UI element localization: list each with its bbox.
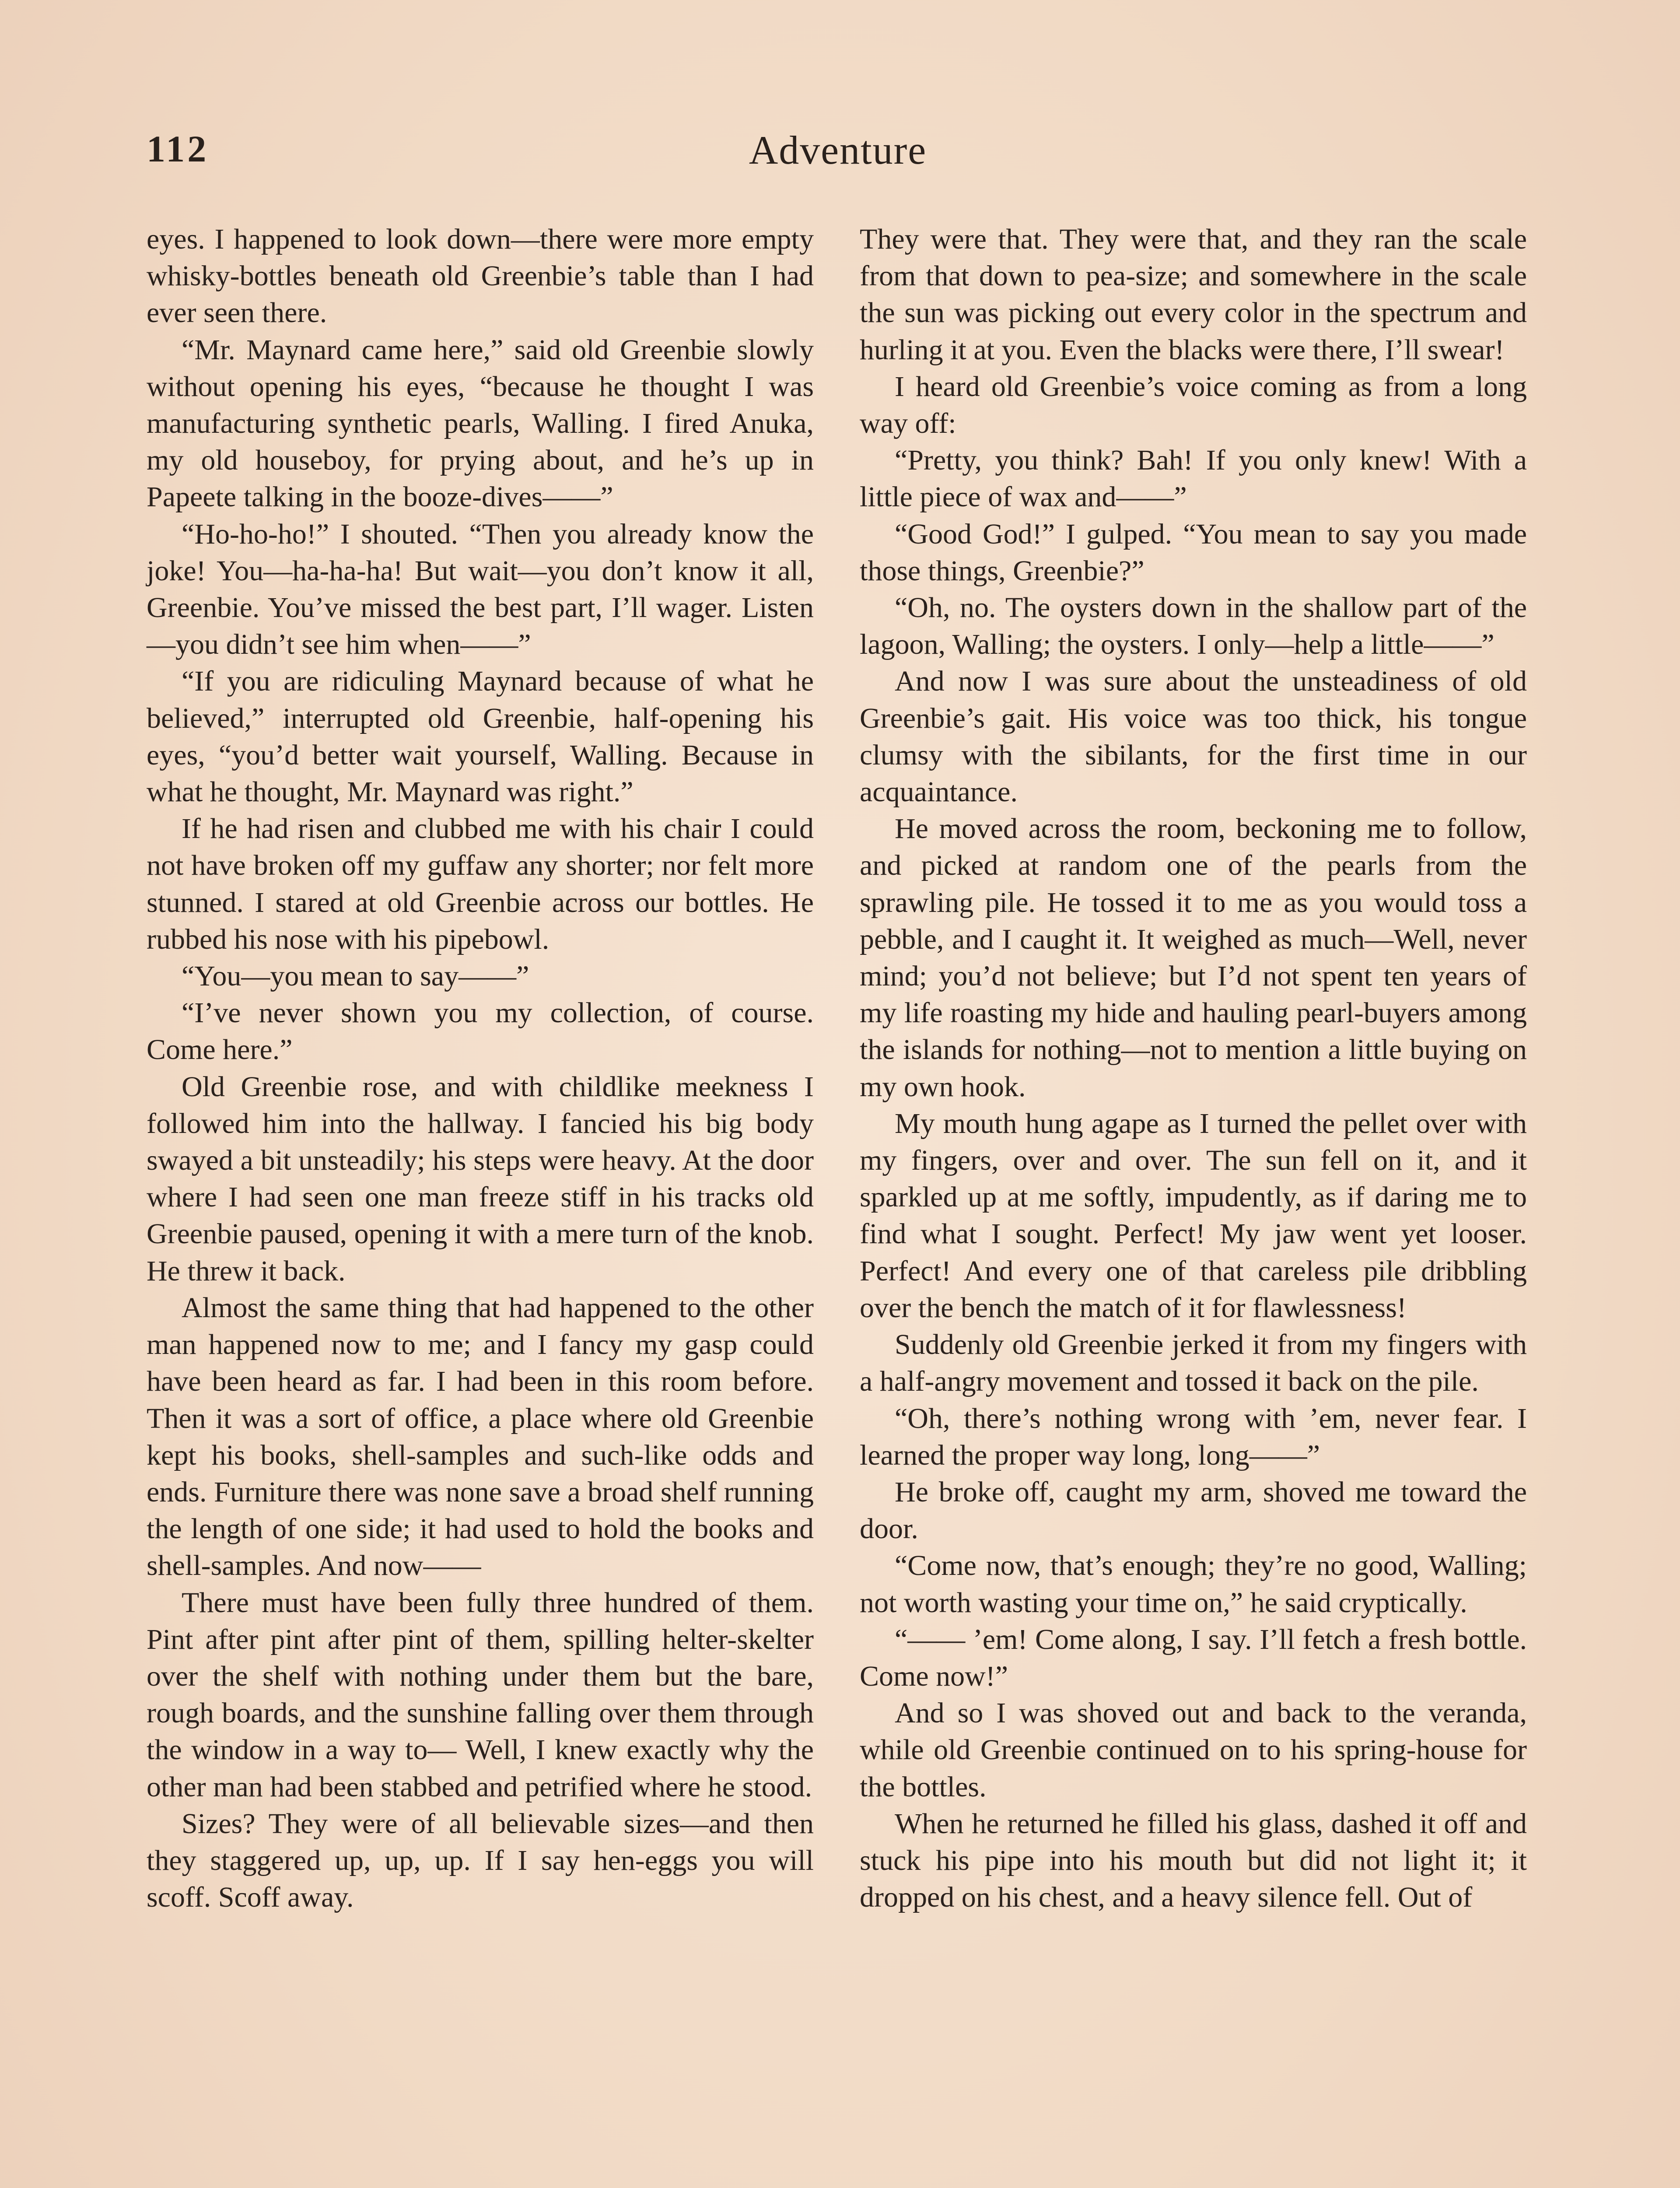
paragraph: He moved across the room, beckoning me to follow, and picked at random one of the pearls from the sprawling pile. He tossed it to me as you would toss a pebble, and I caught it. It weighed as much—Well, never mind; you’d not believe; but I’d not spent ten years of my life roasting my hide and hauling pearl-buyers among the islands for nothing—not to mention a little buying on my own hook. bbox=[860, 813, 1527, 1103]
left-column bbox=[147, 221, 814, 1916]
paragraph: “—— ’em! Come along, I say. I’ll fetch a fresh bottle. Come now!” bbox=[860, 1623, 1527, 1692]
paragraph: Almost the same thing that had happened to the other man happened now to me; and I fancy my gasp could have been heard as far. I had been in this room before. Then it was a sort of office, a place where old Greenbie kept his books, shell-samples and such-like odds and ends. Furniture there was none save a broad shelf running the length of one side; it had used to hold the books and shell-samples. And now—— bbox=[147, 1291, 814, 1582]
paragraph: “Come now, that’s enough; they’re no good, Walling; not worth wasting your time on,” he said cryptically. bbox=[860, 1550, 1527, 1619]
paragraph: If he had risen and clubbed me with his chair I could not have broken off my guffaw any shorter; nor felt more stunned. I stared at old Greenbie across our bottles. He rubbed his nose with his pipebowl. bbox=[147, 813, 814, 955]
paragraph: “Good God!” I gulped. “You mean to say you made those things, Greenbie?” bbox=[860, 518, 1527, 587]
paragraph: “I’ve never shown you my collection, of course. Come here.” bbox=[147, 997, 814, 1066]
page-header bbox=[147, 127, 1529, 179]
paragraph: “Pretty, you think? Bah! If you only knew! With a little piece of wax and——” bbox=[860, 444, 1527, 513]
paragraph: “Oh, no. The oysters down in the shallow part of the lagoon, Walling; the oysters. I only—help a little——” bbox=[860, 592, 1527, 661]
paragraph: “You—you mean to say——” bbox=[182, 960, 529, 992]
paragraph: Suddenly old Greenbie jerked it from my fingers with a half-angry movement and tossed it back on the pile. bbox=[860, 1329, 1527, 1398]
right-column bbox=[860, 221, 1527, 1916]
paragraph: He broke off, caught my arm, shoved me toward the door. bbox=[860, 1476, 1527, 1545]
running-title: Adventure bbox=[749, 128, 927, 172]
paragraph: I heard old Greenbie’s voice coming as from a long way off: bbox=[860, 370, 1527, 440]
paragraph: “Mr. Maynard came here,” said old Greenbie slowly without opening his eyes, “because he thought I was manufacturing synthetic pearls, Walling. I fired Anuka, my old houseboy, for prying about, and he’s up in Papeete talking in the booze-dives——” bbox=[147, 333, 814, 513]
paragraph: And now I was sure about the unsteadiness of old Greenbie’s gait. His voice was too thick, his tongue clumsy with the sibilants, for the first time in our acquaintance. bbox=[860, 665, 1527, 808]
paragraph: And so I was shoved out and back to the veranda, while old Greenbie continued on to his spring-house for the bottles. bbox=[860, 1697, 1527, 1803]
paragraph: Old Greenbie rose, and with childlike meekness I followed him into the hallway. I fancied his big body swayed a bit unsteadily; his steps were heavy. At the door where I had seen one man freeze stiff in his tracks old Greenbie paused, opening it with a mere turn of the knob. He threw it back. bbox=[147, 1070, 814, 1287]
paragraph: “Ho-ho-ho!” I shouted. “Then you already know the joke! You—ha-ha-ha! But wait—you don’t know it all, Greenbie. You’ve missed the best part, I’ll wager. Listen—you didn’t see him when——” bbox=[147, 518, 814, 661]
paragraph: My mouth hung agape as I turned the pellet over with my fingers, over and over. The sun fell on it, and it sparkled up at me softly, impudently, as if daring me to find what I sought. Perfect! My jaw went yet looser. Perfect! And every one of that careless pile dribbling over the bench the match of it for flawlessness! bbox=[860, 1107, 1527, 1324]
paragraph: They were that. They were that, and they ran the scale from that down to pea-size; and somewhere in the scale the sun was picking out every color in the spectrum and hurling it at you. Even the blacks were there, I’ll swear! bbox=[860, 223, 1527, 366]
paragraph: “Oh, there’s nothing wrong with ’em, never fear. I learned the proper way long, long——” bbox=[860, 1402, 1527, 1471]
paragraph: When he returned he filled his glass, dashed it off and stuck his pipe into his mouth but did not light it; it dropped on his chest, and a heavy silence fell. Out of bbox=[860, 1807, 1527, 1914]
page-number: 112 bbox=[147, 128, 209, 170]
paragraph: eyes. I happened to look down—there were more empty whisky-bottles beneath old Greenbie’s table than I had ever seen there. bbox=[147, 223, 814, 329]
paragraph: There must have been fully three hundred of them. Pint after pint after pint of them, spilling helter-skelter over the shelf with nothing under them but the bare, rough boards, and the sunshine falling over them through the window in a way to— Well, I knew exactly why the other man had been stabbed and petrified where he stood. bbox=[147, 1586, 814, 1803]
paragraph: Sizes? They were of all believable sizes—and then they staggered up, up, up. If I say hen-eggs you will scoff. Scoff away. bbox=[147, 1807, 814, 1914]
paragraph: “If you are ridiculing Maynard because of what he believed,” interrupted old Greenbie, half-opening his eyes, “you’d better wait yourself, Walling. Because in what he thought, Mr. Maynard was right.” bbox=[147, 665, 814, 808]
